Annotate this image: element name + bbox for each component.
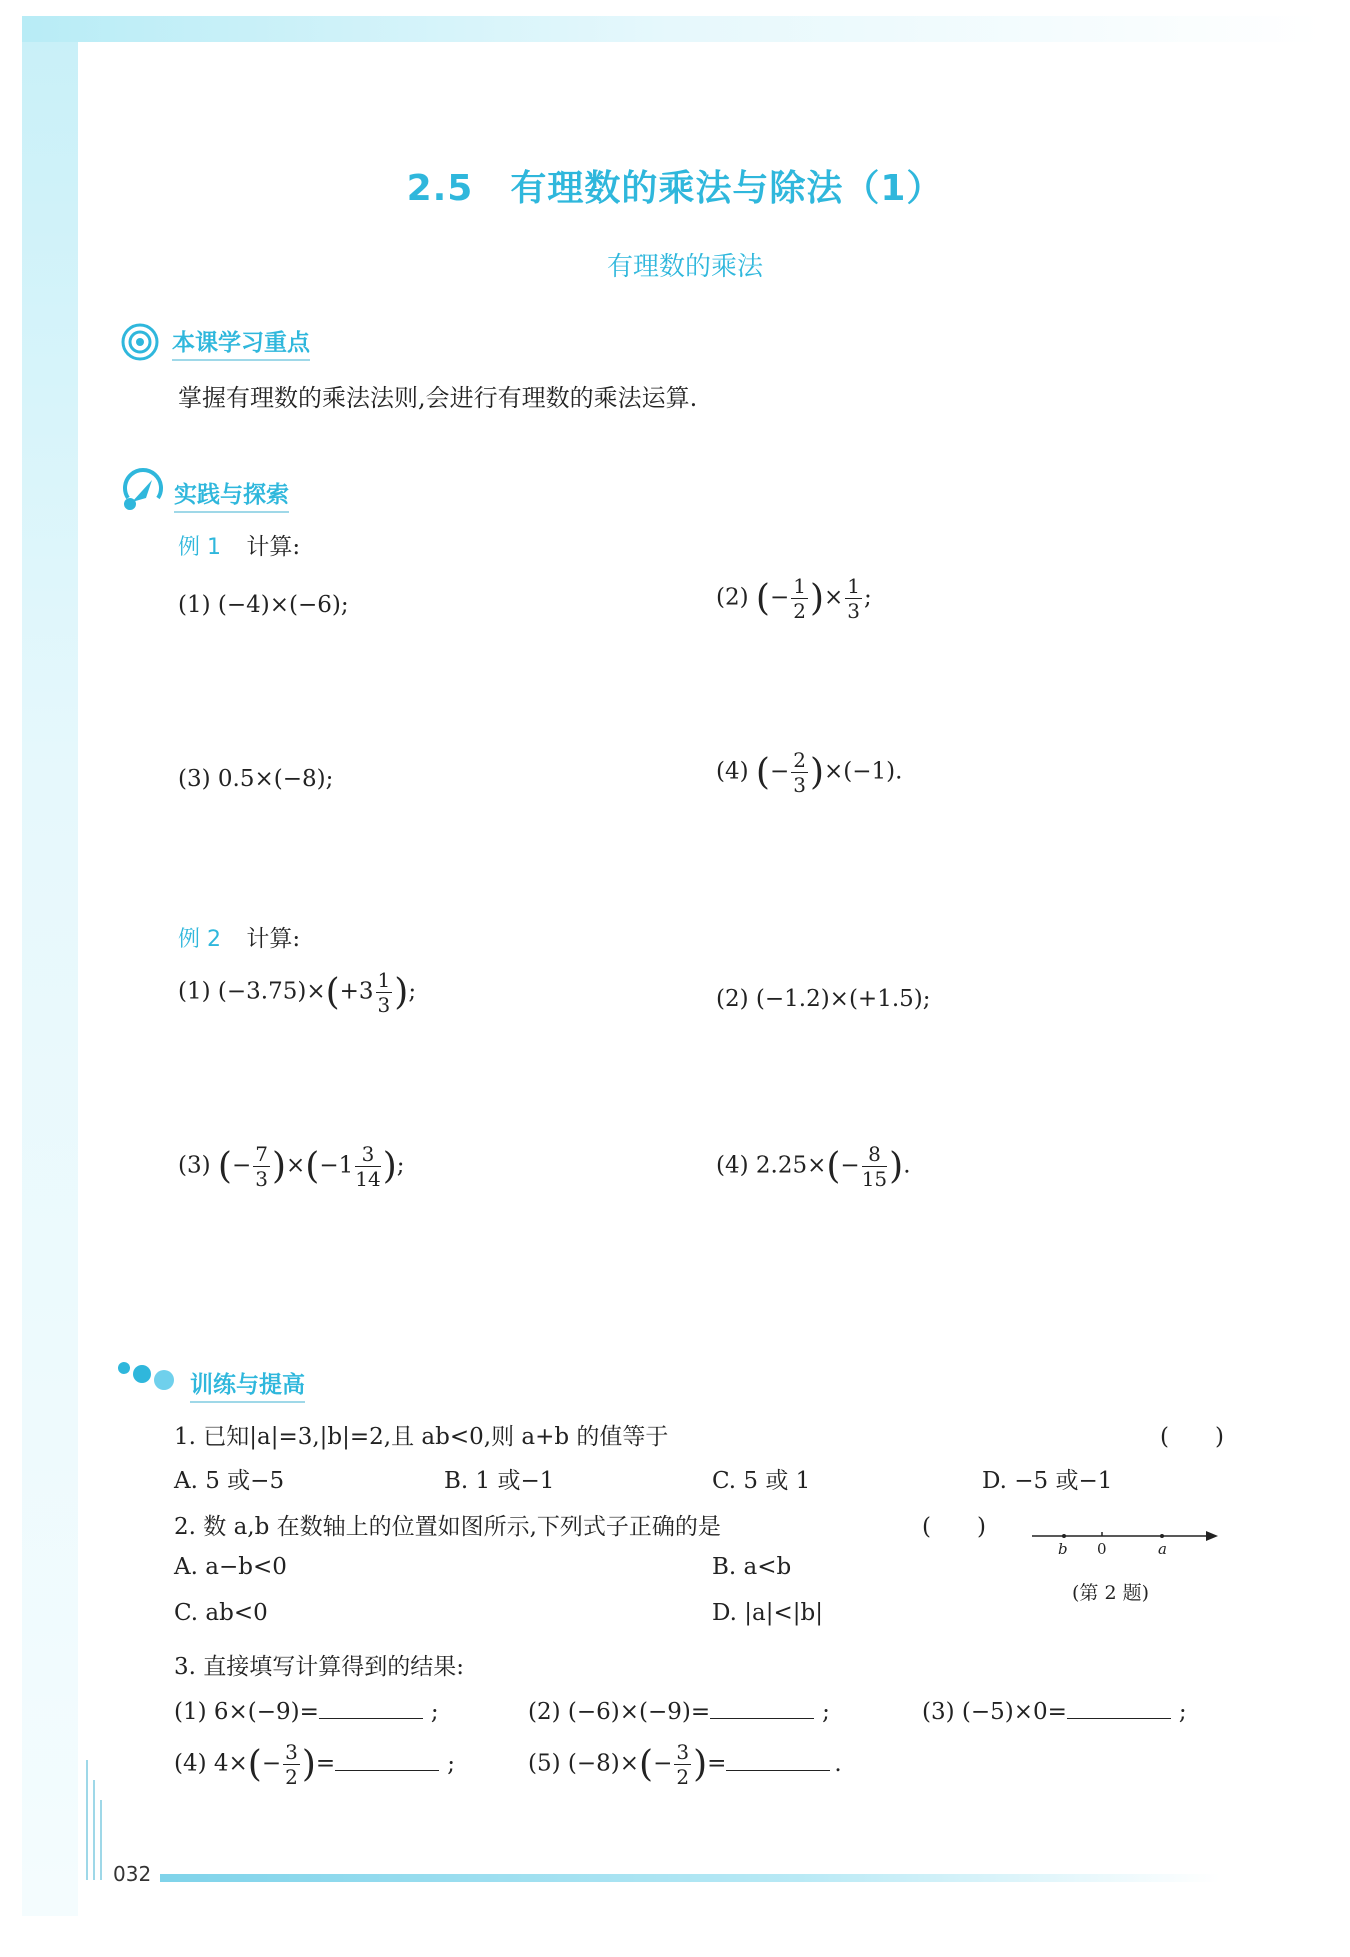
fraction: $\frac{1}{2}$ <box>793 574 806 623</box>
fraction: $\frac{1}{3}$ <box>847 574 861 623</box>
example2-header <box>178 920 300 953</box>
q3-item4: (4) 4×(− $\frac{3}{2}$ )= ; <box>174 1740 455 1789</box>
q3-item2: (2) (−6)×(−9)= ; <box>528 1696 830 1725</box>
number-line-label-0: 0 <box>1097 1540 1107 1558</box>
example1-instruction: 计算: <box>246 534 301 560</box>
q1-option-c: C. 5 或 1 <box>712 1468 811 1494</box>
number-line-figure <box>1030 1524 1220 1568</box>
fraction: $\frac{3}{14}$ <box>355 1142 381 1191</box>
example2-instruction: 计算: <box>246 926 301 952</box>
ex1-item4: (4) (− $\frac{2}{3}$ )×(−1). <box>716 748 903 797</box>
answer-blank[interactable] <box>726 1748 830 1771</box>
q1-stem: 1. 已知|a|=3,|b|=2,且 ab<0,则 a+b 的值等于 <box>174 1424 669 1450</box>
answer-blank[interactable] <box>335 1748 439 1771</box>
answer-blank[interactable] <box>710 1696 814 1719</box>
number-line-label-a: a <box>1158 1540 1167 1558</box>
target-icon <box>120 322 160 366</box>
side-decor-strip <box>22 16 80 1916</box>
decor-line <box>93 1780 95 1880</box>
fraction: $\frac{2}{3}$ <box>793 748 806 797</box>
ex1-item1: (1) (−4)×(−6); <box>178 592 349 618</box>
answer-blank[interactable] <box>319 1696 423 1719</box>
fraction: $\frac{1}{3}$ <box>377 968 391 1017</box>
q3-item5: (5) (−8)×(− $\frac{3}{2}$ )= . <box>528 1740 842 1789</box>
page-title: 2.5 有理数的乘法与除法（1） <box>406 168 944 209</box>
fraction: $\frac{7}{3}$ <box>255 1142 268 1191</box>
dots-icon <box>116 1356 182 1400</box>
decor-line <box>100 1800 102 1880</box>
q2-option-a: A. a−b<0 <box>174 1554 287 1580</box>
q2-option-b: B. a<b <box>712 1554 792 1580</box>
footer-bar <box>160 1874 1220 1882</box>
q1-answer-bracket: ( ) <box>1160 1424 1224 1450</box>
practice-heading: 实践与探索 <box>174 476 289 513</box>
ex1-item3: (3) 0.5×(−8); <box>178 766 334 792</box>
training-heading: 训练与提高 <box>190 1366 305 1403</box>
figure-caption: (第 2 题) <box>1072 1582 1149 1604</box>
focus-text: 掌握有理数的乘法法则,会进行有理数的乘法运算. <box>178 384 698 412</box>
page-subtitle: 有理数的乘法 <box>606 252 763 282</box>
q3-item3: (3) (−5)×0= ; <box>922 1696 1187 1725</box>
fraction: $\frac{8}{15}$ <box>861 1142 888 1191</box>
q2-answer-bracket: ( ) <box>922 1514 986 1540</box>
example1-label: 例 1 <box>178 535 221 560</box>
ex2-item4: (4) 2.25×(− $\frac{8}{15}$ ). <box>716 1142 911 1191</box>
ex2-item2: (2) (−1.2)×(+1.5); <box>716 986 931 1012</box>
q1-option-a: A. 5 或−5 <box>174 1468 285 1494</box>
q2-option-d: D. |a|<|b| <box>712 1600 823 1626</box>
answer-blank[interactable] <box>1067 1696 1171 1719</box>
example1-header <box>178 528 300 561</box>
focus-heading: 本课学习重点 <box>172 324 310 361</box>
fraction: $\frac{3}{2}$ <box>676 1740 690 1789</box>
top-decor-strip <box>22 16 1322 42</box>
rocket-icon <box>118 468 166 516</box>
q3-item1: (1) 6×(−9)= ; <box>174 1696 439 1725</box>
page-number: 032 <box>113 1862 152 1886</box>
q1-option-d: D. −5 或−1 <box>982 1468 1113 1494</box>
example2-label: 例 2 <box>178 927 221 952</box>
q2-stem: 2. 数 a,b 在数轴上的位置如图所示,下列式子正确的是 <box>174 1514 721 1540</box>
fraction: $\frac{3}{2}$ <box>285 1740 298 1789</box>
ex2-item1: (1) (−3.75)×(+3 $\frac{1}{3}$ ); <box>178 968 417 1017</box>
ex2-item3: (3) (− $\frac{7}{3}$ )×(−1 $\frac{3}{14}$ ); <box>178 1142 405 1191</box>
q2-option-c: C. ab<0 <box>174 1600 268 1626</box>
number-line-label-b: b <box>1058 1540 1068 1558</box>
q1-option-b: B. 1 或−1 <box>444 1468 555 1494</box>
q3-stem: 3. 直接填写计算得到的结果: <box>174 1654 465 1680</box>
decor-line <box>86 1760 88 1880</box>
ex1-item2: (2) (− $\frac{1}{2}$ )× $\frac{1}{3}$ ; <box>716 574 872 623</box>
